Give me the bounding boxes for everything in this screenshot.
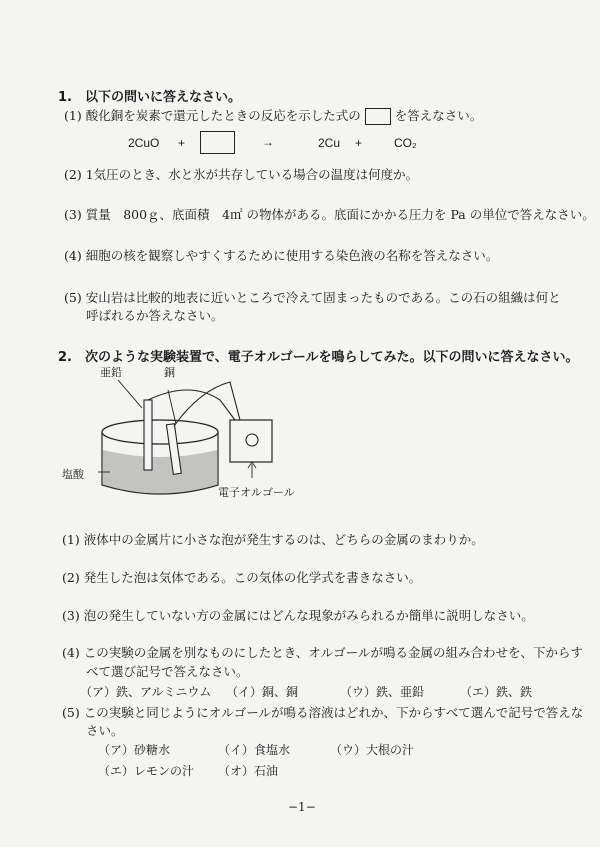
q2-item-2-num: (2) [62,570,80,585]
q2-heading: 2. 次のような実験装置で、電子オルゴールを鳴らしてみた。以下の問いに答えなさい。 [58,350,579,365]
q1-item-5-line2: 呼ばれるか答えなさい。 [86,308,224,323]
q1-item-1-num: (1) [64,108,82,123]
orgel-speaker [246,434,258,446]
q2-item-4-line2: べて選び記号で答えなさい。 [86,664,249,679]
q2-opt4-a: （ア）鉄、アルミニウム [80,685,212,699]
q1-item-5 [64,288,561,306]
q1-item-5-text: 安山岩は比較的地表に近いところで冷えて固まったものである。この石の組織は何と [85,290,561,305]
q2-item-3-num: (3) [62,608,80,623]
label-orgel: 電子オルゴール [218,486,295,499]
q1-item-3 [64,205,595,223]
q2-item-2-text: 発生した泡は気体である。この気体の化学式を書きなさい。 [83,570,422,585]
q1-item-4-text: 細胞の核を観察しやすくするために使用する染色液の名称を答えなさい。 [85,248,499,263]
q2-item-5 [62,703,583,721]
zinc-pointer [118,380,142,408]
q2-item-3 [62,606,534,624]
q2-item-4-num: (4) [62,645,80,660]
eq-blank-box [200,131,235,154]
q2-item-5-line2: さい。 [86,723,124,738]
eq-right2: CO₂ [394,136,417,150]
q2-opt4-b: （イ）銅、銅 [226,685,299,699]
q1-item-4 [64,246,498,264]
eq-left: 2CuO [128,136,160,150]
q2-item-5-text: この実験と同じようにオルゴールが鳴る溶液はどれか、下からすべて選んで記号で答えな [83,705,584,720]
q2-opt4-d: （エ）鉄、鉄 [460,685,533,699]
label-acid: 塩酸 [62,468,84,481]
electronic-orgel-box [230,420,272,462]
q1-item-3-text: 質量 800ｇ、底面積 4㎡ の物体がある。底面にかかる圧力を Pa の単位で答えなさい。 [85,207,595,222]
eq-right1: 2Cu [318,136,341,150]
q2-opt4-c: （ウ）鉄、亜鉛 [340,685,425,699]
page-number: −1− [288,800,316,814]
hydrochloric-acid-liquid [103,450,217,494]
wire-copper [174,382,240,426]
q1-item-1-text-b: を答えなさい。 [394,108,483,123]
q1-item-3-num: (3) [64,207,82,222]
q1-heading: 1. 以下の問いに答えなさい。 [58,90,241,105]
q2-item-5-num: (5) [62,705,80,720]
q1-item-2-num: (2) [64,167,82,182]
q2-item-4 [62,643,583,661]
q1-item-5-num: (5) [64,290,82,305]
copper-pointer [168,390,176,424]
q1-item-4-num: (4) [64,248,82,263]
eq-plus1: + [178,136,186,150]
label-copper: 銅 [164,366,175,379]
eq-arrow: → [262,135,274,149]
q2-opt5-e: （オ）石油 [218,764,279,778]
q1-item-1 [64,106,482,125]
q1-item-2-text: 1気圧のとき、水と氷が共存している場合の温度は何度か。 [85,167,419,182]
q2-opt5-d: （エ）レモンの汁 [98,764,195,778]
q1-item-2 [64,165,418,183]
q2-opt5-b: （イ）食塩水 [218,743,291,757]
q2-opt5-c: （ウ）大根の汁 [330,743,415,757]
q2-item-4-text: この実験の金属を別なものにしたとき、オルゴールが鳴る金属の組み合わせを、下からす [83,645,583,660]
q1-item-1-text-a: 酸化銅を炭素で還元したときの反応を示した式の [85,108,361,123]
label-zinc: 亜鉛 [100,366,122,379]
q2-item-2 [62,568,421,586]
q2-item-1 [62,530,484,548]
q1-item-1-blank [365,108,391,125]
eq-plus2: + [355,136,363,150]
q2-item-1-num: (1) [62,532,80,547]
q2-opt5-a: （ア）砂糖水 [98,743,171,757]
zinc-plate [144,400,152,470]
q2-item-3-text: 泡の発生していない方の金属にはどんな現象がみられるか簡単に説明しなさい。 [83,608,534,623]
q2-item-1-text: 液体中の金属片に小さな泡が発生するのは、どちらの金属のまわりか。 [83,532,484,547]
